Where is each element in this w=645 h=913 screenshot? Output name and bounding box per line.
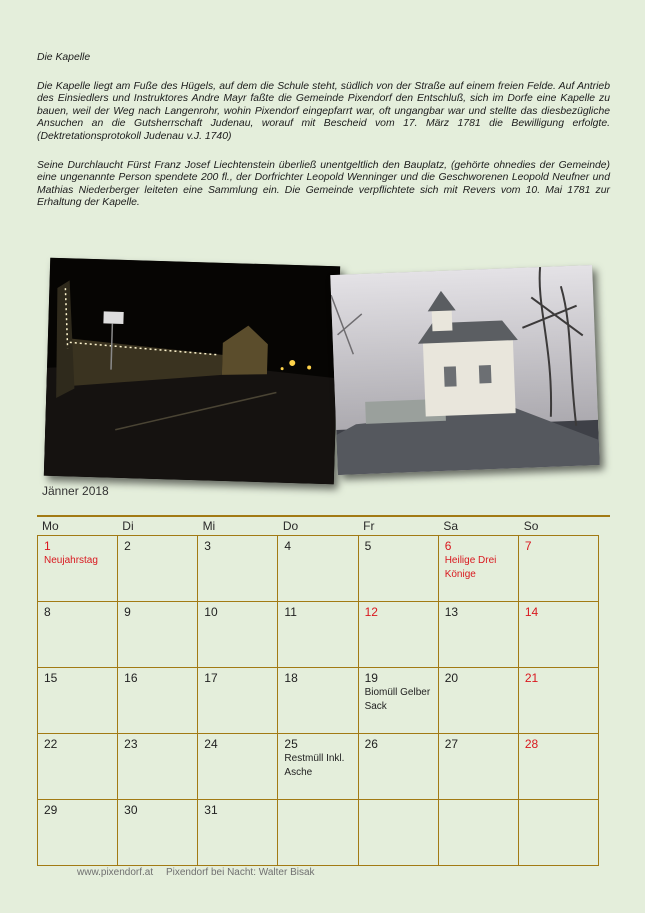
day-number: 22 — [44, 737, 58, 751]
day-number: 24 — [204, 737, 218, 751]
day-number: 6 — [444, 539, 452, 553]
calendar-day-cell — [38, 734, 118, 800]
article-paragraph: Seine Durchlaucht Fürst Franz Josef Liechtenstein überließ unentgeltlich den Bauplatz, (gehörte ohnedies der Gemeinde) eine ungenannte Person spendete 200 fl., der Dorfrichter Leopold Wenninger und die Geschworenen Leopold Neufner und Mathias Niederberger leiteten eine Sammlung ein. Die Gemeinde verpflichtete sich mit Revers vom 10. Mai 1781 zur Erhaltung der Kapelle. — [37, 159, 610, 209]
calendar-day-cell — [519, 800, 599, 866]
calendar-day-cell — [439, 602, 519, 668]
calendar-divider — [37, 515, 610, 517]
day-number: 14 — [524, 605, 539, 619]
calendar-day-cell — [198, 800, 278, 866]
night-street-image — [44, 258, 340, 485]
calendar-month-title: Jänner 2018 — [42, 484, 109, 498]
day-number: 26 — [364, 737, 378, 751]
calendar-day-cell — [118, 800, 198, 866]
weekday-header-row — [37, 518, 599, 534]
calendar-day-cell — [519, 536, 599, 602]
day-number: 10 — [204, 605, 218, 619]
day-number: 21 — [524, 671, 539, 685]
calendar-day-cell — [38, 668, 118, 734]
calendar-day-cell — [38, 800, 118, 866]
calendar-day-cell — [38, 536, 118, 602]
day-number: 9 — [124, 605, 131, 619]
day-number: 13 — [444, 605, 459, 619]
article-title: Die Kapelle — [37, 52, 91, 63]
footer — [77, 867, 325, 878]
calendar-day-cell — [198, 536, 278, 602]
day-note: Neujahrstag — [44, 555, 98, 566]
article-paragraph: Die Kapelle liegt am Fuße des Hügels, auf dem die Schule steht, südlich von der Straße auf einem freien Felde. Auf Antrieb des Einsiedlers und Instruktores Andre Mayr faßte die Gemeinde Pixendorf den Entschluß, sich im Dorfe eine Kapelle zu bauen, weil der Weg nach Langenrohr, wohin Pixendorf eingepfarrt war, oft ungangbar war und stellte das diesbezügliche Ansuchen an die Gutsherrschaft Judenau, worauf mit Bescheid vom 17. März 1781 die Bewilligung erfolgte. (Dektretationsprotokoll Judenau v.J. 1740) — [37, 80, 610, 142]
day-number: 18 — [284, 671, 298, 685]
day-number: 15 — [44, 671, 58, 685]
calendar-day-cell — [118, 602, 198, 668]
calendar-day-cell — [439, 734, 519, 800]
calendar-day-cell — [359, 668, 439, 734]
weekday-header: So — [523, 519, 539, 533]
day-number: 19 — [364, 671, 378, 685]
weekday-header: Mi — [202, 519, 216, 533]
day-number: 2 — [124, 539, 131, 553]
day-number: 4 — [284, 539, 292, 553]
day-note: Heilige Drei Könige — [444, 555, 497, 580]
weekday-header: Fr — [363, 519, 375, 533]
calendar-day-cell — [439, 536, 519, 602]
calendar-day-cell — [278, 668, 358, 734]
weekday-header: Di — [122, 519, 134, 533]
day-note: Biomüll Gelber Sack — [364, 687, 431, 712]
day-number: 23 — [124, 737, 138, 751]
day-number: 25 — [284, 737, 298, 751]
day-number: 12 — [364, 605, 378, 619]
weekday-header: Do — [282, 519, 299, 533]
day-number: 29 — [44, 803, 58, 817]
calendar-day-cell — [519, 668, 599, 734]
day-number: 17 — [204, 671, 218, 685]
calendar-day-cell — [519, 602, 599, 668]
calendar-day-cell — [278, 536, 358, 602]
night-street-photo — [44, 258, 340, 485]
day-number: 16 — [124, 671, 138, 685]
calendar-day-cell — [359, 734, 439, 800]
day-number: 7 — [524, 539, 532, 553]
calendar-day-cell — [118, 734, 198, 800]
calendar-day-cell — [278, 800, 358, 866]
calendar-grid — [37, 535, 599, 866]
article — [37, 52, 610, 226]
calendar-day-cell — [118, 536, 198, 602]
day-number: 11 — [284, 605, 297, 619]
day-number: 20 — [444, 671, 459, 685]
calendar-day-cell — [278, 602, 358, 668]
day-number: 28 — [524, 737, 539, 751]
chapel-image — [330, 265, 599, 475]
calendar-day-cell — [38, 602, 118, 668]
calendar-day-cell — [198, 602, 278, 668]
day-number: 5 — [364, 539, 372, 553]
calendar-day-cell — [198, 734, 278, 800]
weekday-header: Sa — [443, 519, 459, 533]
day-note: Restmüll Inkl. Asche — [284, 753, 345, 778]
calendar-day-cell — [118, 668, 198, 734]
calendar-day-cell — [359, 536, 439, 602]
calendar-day-cell — [439, 800, 519, 866]
footer-photo-credit: Pixendorf bei Nacht: Walter Bisak — [165, 867, 315, 878]
day-number: 3 — [204, 539, 211, 553]
calendar-day-cell — [359, 800, 439, 866]
day-number: 1 — [44, 539, 51, 553]
day-number: 27 — [444, 737, 459, 751]
day-number: 8 — [44, 605, 51, 619]
footer-website: www.pixendorf.at — [77, 867, 154, 878]
calendar-day-cell — [198, 668, 278, 734]
calendar-day-cell — [519, 734, 599, 800]
calendar-day-cell — [278, 734, 358, 800]
day-number: 31 — [204, 803, 218, 817]
calendar-day-cell — [359, 602, 439, 668]
day-number: 30 — [124, 803, 138, 817]
chapel-photo — [330, 265, 599, 475]
calendar-day-cell — [439, 668, 519, 734]
weekday-header: Mo — [42, 519, 59, 533]
